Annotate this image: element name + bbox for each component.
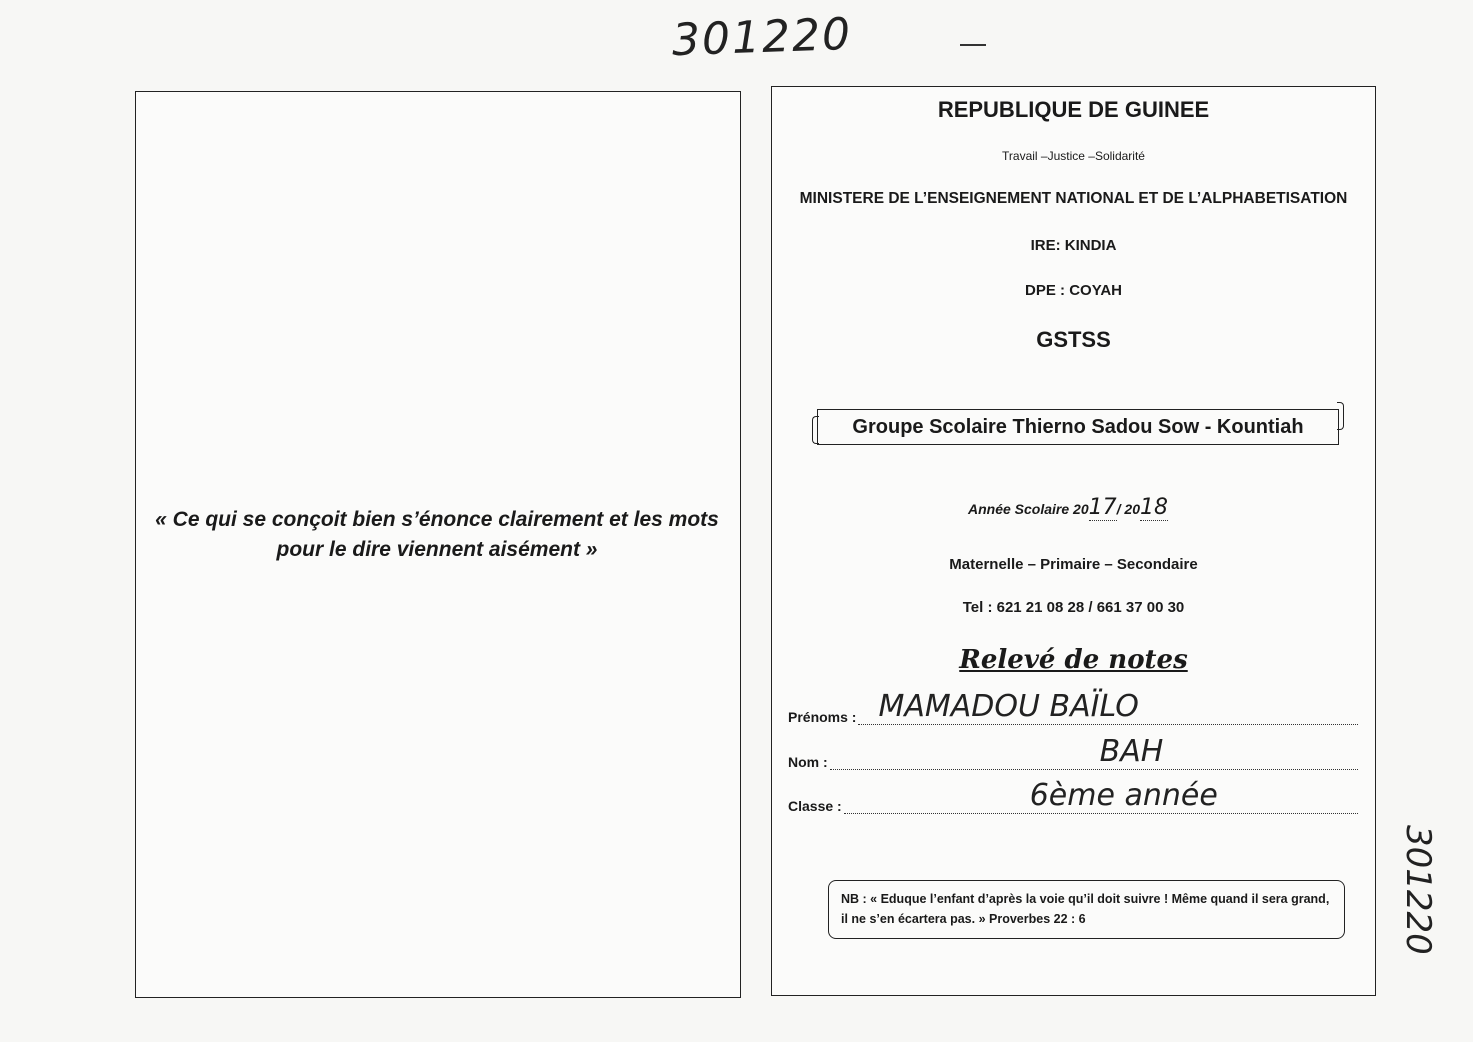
- nom-field: [788, 734, 1358, 770]
- quote: « Ce qui se conçoit bien s’énonce clairement et les mots pour le dire viennent aisément »: [155, 508, 719, 561]
- nb-proverb-box: [828, 880, 1345, 939]
- dpe-label: DPE : COYAH: [1025, 282, 1122, 299]
- school-acronym: GSTSS: [1036, 327, 1111, 352]
- right-page-cover: [771, 86, 1376, 996]
- classe-value: 6ème année: [1029, 778, 1218, 813]
- handwritten-reference-top: 301220: [671, 8, 853, 67]
- school-year: [968, 495, 1168, 521]
- classe-line: [844, 778, 1358, 814]
- school-year-start: 17: [1088, 495, 1117, 520]
- nom-value: BAH: [1099, 734, 1164, 769]
- nb-proverb-text: NB : « Eduque l’enfant d’après la voie qu’il doit suivre ! Même quand il sera grand, il ne s’en écartera pas. » Proverbes 22 : 6: [841, 892, 1330, 926]
- national-motto: Travail –Justice –Solidarité: [1002, 149, 1145, 163]
- classe-label: Classe :: [788, 798, 842, 814]
- prenoms-label: Prénoms :: [788, 709, 857, 725]
- nom-label: Nom :: [788, 754, 828, 770]
- prenoms-line: [858, 689, 1358, 725]
- ire-label: IRE: KINDIA: [1030, 237, 1117, 254]
- school-name-banner: [817, 409, 1339, 445]
- handwritten-dash: [960, 44, 986, 46]
- school-levels: Maternelle – Primaire – Secondaire: [949, 556, 1198, 573]
- nom-line: [830, 734, 1358, 770]
- school-name: Groupe Scolaire Thierno Sadou Sow - Kountiah: [852, 415, 1304, 438]
- ministry-heading: MINISTERE DE L’ENSEIGNEMENT NATIONAL ET DE L’ALPHABETISATION: [799, 190, 1348, 207]
- prenoms-field: [788, 689, 1358, 725]
- document-title: Relevé de notes: [959, 645, 1188, 675]
- prenoms-value: MAMADOU BAÏLO: [878, 689, 1139, 724]
- school-year-label: Année Scolaire 20: [968, 501, 1089, 517]
- country-heading: REPUBLIQUE DE GUINEE: [937, 97, 1210, 122]
- school-year-end: 18: [1139, 495, 1168, 520]
- phone-numbers: Tel : 621 21 08 28 / 661 37 00 30: [962, 599, 1185, 616]
- handwritten-reference-side: 301220: [1398, 825, 1438, 955]
- school-year-separator: / 20: [1116, 501, 1140, 517]
- classe-field: [788, 778, 1358, 814]
